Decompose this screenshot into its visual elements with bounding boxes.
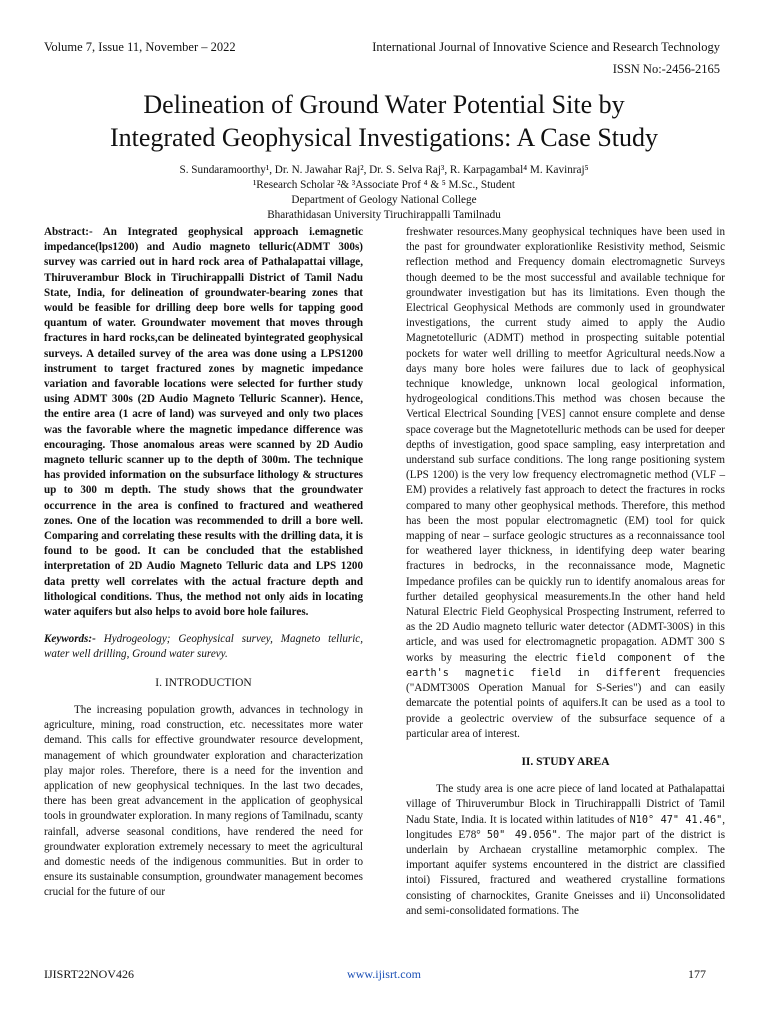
journal-volume: Volume 7, Issue 11, November – 2022: [44, 40, 236, 54]
author-university: Bharathidasan University Tiruchirappalli Tamilnadu: [267, 209, 501, 221]
title-line-2: Integrated Geophysical Investigations: A Case Study: [109, 123, 659, 152]
intro-text-b: frequencies ("ADMT300S Operation Manual for S-Series") and can easily demarcate the potential points of aquifers.It can be used as a tool to provide a geolectric overview of the subsurface sequence of a particular area of interest.: [406, 666, 725, 740]
introduction-paragraph: The increasing population growth, advances in technology in agriculture, mining, road construction, etc. necessitates more water demand. This calls for effective groundwater resource development, management of which groundwater exploration and characterization play major roles. Therefore, there is a need for the invention and application of new geophysical techniques. In the last two decades, there has been great advancement in the application of geophysical tools in groundwater exploration. In many regions of Tamilnadu, scanty rainfall, adverse seasonal conditions, have rendered the need for groundwater exploration extremely necessary to meet the agricultural and domestic needs of the indigenous communities. But in order to ensure its sustainable consumption, groundwater management becomes crucial for the future of our: [44, 703, 363, 899]
title-line-1: Delineation of Ground Water Potential Site by: [143, 90, 625, 119]
journal-url-link[interactable]: www.ijisrt.com: [347, 967, 421, 981]
study-area-paragraph: [406, 782, 725, 919]
author-names: S. Sundaramoorthy¹, Dr. N. Jawahar Raj², Dr. S. Selva Raj³, R. Karpagambal⁴ M. Kavinraj⁵: [179, 164, 589, 176]
issn: ISSN No:-2456-2165: [612, 62, 720, 76]
latitude-value: N10° 47" 41.46": [629, 814, 723, 826]
paper-code: IJISRT22NOV426: [44, 967, 134, 981]
author-roles: ¹Research Scholar ²& ³Associate Prof ⁴ & ⁵ M.Sc., Student: [252, 179, 516, 191]
intro-text-mono: field component of the earth's magnetic field in different: [406, 652, 725, 679]
abstract: Abstract:- An Integrated geophysical approach i.emagnetic impedance(lps1200) and Audio magneto telluric(ADMT 300s) survey was carried out in hard rock area of Pathalapattai village, Thiruverambur Block in Tiruchirappalli District of Tamil Nadu State, India, for delineation of groundwater-bearing zones that would be feasible for drilling deep bore wells for tapping good quantum of water. Groundwater movement that moves through fractures in hard rocks,can be delineated byintegrated geophysical surveys. A detailed survey of the area was done using a LPS1200 instrument to target fractured zones by magnetic impedance variation and favorable locations were selected for further study using ADMT 300s (2D Audio Magneto Telluric Scanner). Hence, the entire area (1 acre of land) was surveyed and only two places was the favorable where the magnetic impedance difference was encouraging. Those anomalous areas were scanned by 2D Audio magneto telluric scanner up to the depth of 300m. The technique has provided information on the subsurface lithology & structures up to 300 m depth. The study shows that the groundwater occurrence in the area is confined to fractured and weathered zones. One of the location was recommended to drill a bore well. Comparing and correlating these results with the drilling data, it is found to be good. It can be concluded that the established interpretation of 2D Audio Magneto Telluric data and LPS 1200 data pretty well correlates with the actual fracture depth and lithological conditions. Thus, the method not only aids in locating water aquifers but also helps to avoid bore hole failures.: [44, 226, 363, 619]
study-area-lead: The study area is one acre piece of land located at Pathalapattai village of Thiruverumbur Block in Tiruchirappalli District of Tamil Nadu State, India. It is located within latitudes of: [406, 783, 725, 826]
left-column: [44, 225, 363, 901]
study-area-rest: . The major part of the district is underlain by Archaean crystalline metamorphic complex. The important aquifer systems encountered in the district are classified intoi) Fissured, fractured and weathered crystalline formations consisting of charnockites, Granite Gneisses and ii) Unconsolidated and semi-consolidated formations. The: [406, 828, 726, 917]
right-column: [406, 225, 725, 919]
longitude-value: 50" 49.056": [486, 829, 558, 841]
paper-title: [30, 88, 738, 154]
section-heading-study-area: II. STUDY AREA: [521, 755, 610, 768]
introduction-continued: [406, 225, 725, 742]
keywords-text: Hydrogeology; Geophysical survey, Magneto telluric, water well drilling, Ground water surevy.: [44, 633, 363, 661]
study-area-mid: , longitudes E78°: [406, 813, 725, 841]
author-department: Department of Geology National College: [291, 194, 477, 206]
keywords-label: Keywords:-: [44, 633, 96, 646]
keywords: [44, 632, 363, 662]
section-heading-introduction: I. INTRODUCTION: [155, 676, 252, 689]
page-number: 177: [688, 967, 706, 981]
intro-text-a: freshwater resources.Many geophysical techniques have been used in the past for groundwater explorationlike Resistivity method, Seismic reflection method and Frequency domain electromagnetic Surveys though deemed to be the most successful and available technique for groundwater investigation but has its limitations. Even though the Electrical Geophysical Methods are commonly used in groundwater investigations, the current study aimed to apply the Audio Magnetotelluric (ADMT) method in prospecting suitable potential pockets for water well drilling to meetfor Agricultural needs.Now a days many bore holes were failures due to lack of geophysical technique knowledge, unknown local geological information, hydrogeological conditions.This method was chosen because the Vertical Electrical Sounding [VES] cannot ensure complete and dense space coverage but the Magnetotelluric methods can be used for deeper depths of investigation, good space sampling, easy interpretation and understand sub surface conditions. The long range positioning system (LPS 1200) is the very low frequency electromagnetic method (VLF – EM) provides a relatively fast approach to detect the fractures in rocks compared to many other geophysical methods. Therefore, this method has been the most popular electromagnetic (EM) tool for quick mapping of near – surface geologic structures as a reconnaissance tool for weathered layer thickness, in identifying deep water bearing fractures in bedrocks, in the reconnaissance mode, Magnetic Impedance profiles can be quickly run to identify anomalous areas for further detailed geophysical measurements.In the other hand held Natural Electric Field Geophysical Prospecting Instrument, referred to as the 2D Audio magneto telluric water detector (ADMT-300S) in this article, and was used for electromagnetic propagation. ADMT 300 S works by measuring the electric: [406, 226, 725, 664]
journal-name: International Journal of Innovative Science and Research Technology: [372, 40, 720, 54]
author-block: [30, 163, 738, 223]
